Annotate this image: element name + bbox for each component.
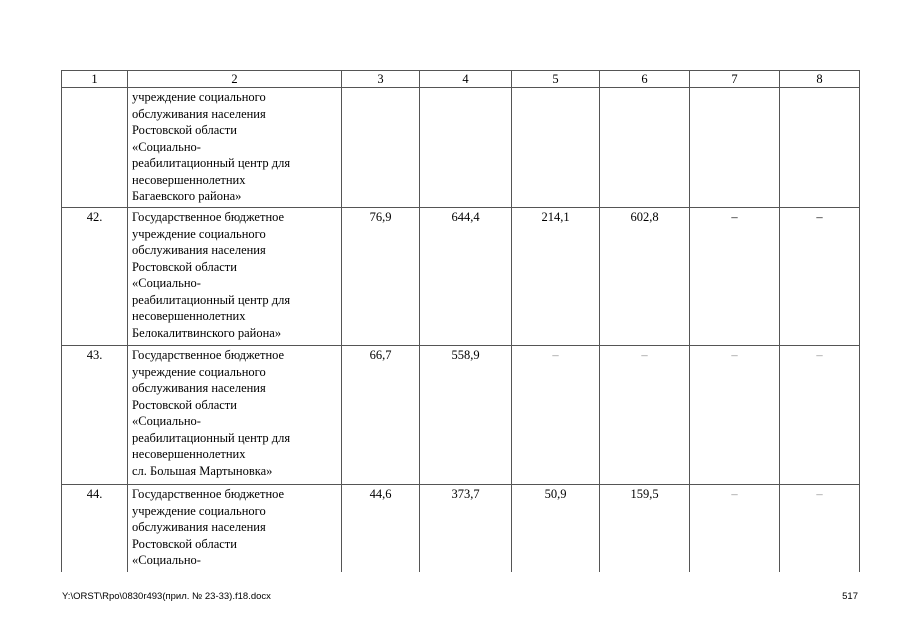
value-cell-col6: 159,5 (600, 485, 690, 572)
name-line: Ростовской области (132, 536, 237, 551)
row-number-cell: 43. (62, 346, 128, 485)
name-line: Государственное бюджетное (132, 487, 285, 501)
value-cell-col6: 602,8 (600, 208, 690, 346)
name-line: «Социально- (132, 553, 201, 567)
name-line: реабилитационный центр для (132, 430, 291, 445)
name-line: «Социально- (132, 414, 201, 428)
value-cell-col7: – (690, 346, 780, 485)
value-cell-col8: – (780, 208, 860, 346)
name-line: учреждение социального (132, 503, 266, 518)
name-line: обслуживания населения (132, 381, 266, 395)
name-line: «Социально- (132, 276, 201, 290)
footer-page-number: 517 (842, 591, 858, 602)
value-cell (420, 88, 512, 208)
value-cell (780, 88, 860, 208)
name-line: учреждение социального (132, 226, 266, 241)
value-cell-col8: – (780, 346, 860, 485)
value-cell-col3: 44,6 (342, 485, 420, 572)
value-cell-col5: – (512, 346, 600, 485)
name-line: Государственное бюджетное (132, 348, 285, 362)
institution-name-cell (128, 208, 342, 346)
footer-file-path: Y:\ORST\Rpo\0830r493(прил. № 23-33).f18.docx (62, 591, 271, 602)
name-line: Государственное бюджетное (132, 210, 285, 224)
col-header-2: 2 (128, 71, 342, 88)
col-header-6: 6 (600, 71, 690, 88)
institution-name-cell (128, 485, 342, 572)
col-header-5: 5 (512, 71, 600, 88)
institution-name-cell (128, 346, 342, 485)
value-cell-col3: 66,7 (342, 346, 420, 485)
value-cell-col6: – (600, 346, 690, 485)
value-cell-col8: – (780, 485, 860, 572)
value-cell-col4: 644,4 (420, 208, 512, 346)
name-line: обслуживания населения (132, 106, 266, 121)
data-table (61, 70, 860, 572)
value-cell (342, 88, 420, 208)
header-row (62, 71, 860, 88)
col-header-4: 4 (420, 71, 512, 88)
name-line: несовершеннолетних (132, 172, 246, 187)
name-line: обслуживания населения (132, 243, 266, 257)
value-cell (600, 88, 690, 208)
row-number-cell: 44. (62, 485, 128, 572)
value-cell-col5: 214,1 (512, 208, 600, 346)
value-cell-col5: 50,9 (512, 485, 600, 572)
col-header-3: 3 (342, 71, 420, 88)
name-line: Белокалитвинского района» (132, 325, 282, 340)
value-cell-col3: 76,9 (342, 208, 420, 346)
table-row (62, 346, 860, 485)
row-number-cell (62, 88, 128, 208)
value-cell (512, 88, 600, 208)
value-cell-col7: – (690, 485, 780, 572)
table-row (62, 208, 860, 346)
name-line: сл. Большая Мартыновка» (132, 463, 273, 478)
name-line: несовершеннолетних (132, 447, 246, 461)
value-cell (690, 88, 780, 208)
name-line: «Социально- (132, 139, 201, 154)
table-row (62, 485, 860, 572)
name-line: Багаевского района» (132, 189, 242, 203)
row-number-cell: 42. (62, 208, 128, 346)
name-line: Ростовской области (132, 123, 237, 137)
name-line: обслуживания населения (132, 520, 266, 534)
table-row-continuation (62, 88, 860, 208)
value-cell-col7: – (690, 208, 780, 346)
col-header-8: 8 (780, 71, 860, 88)
name-line: Ростовской области (132, 397, 237, 412)
name-line: Ростовской области (132, 259, 237, 274)
name-line: учреждение социального (132, 90, 266, 104)
col-header-1: 1 (62, 71, 128, 88)
value-cell-col4: 558,9 (420, 346, 512, 485)
value-cell-col4: 373,7 (420, 485, 512, 572)
col-header-7: 7 (690, 71, 780, 88)
name-line: реабилитационный центр для (132, 292, 291, 307)
name-line: реабилитационный центр для (132, 156, 291, 170)
name-line: несовершеннолетних (132, 309, 246, 323)
institution-name-cell (128, 88, 342, 208)
name-line: учреждение социального (132, 364, 266, 379)
